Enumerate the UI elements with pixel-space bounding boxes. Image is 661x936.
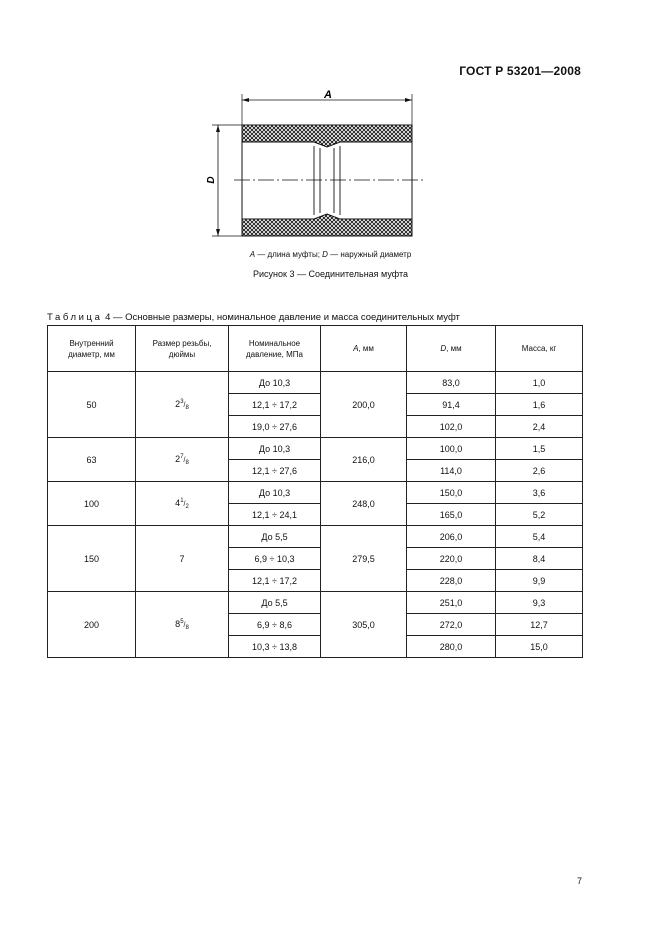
cell-pressure: 6,9 ÷ 10,3 [229, 548, 321, 570]
cell-pressure: 10,3 ÷ 13,8 [229, 636, 321, 658]
cell-outer-diameter: 165,0 [407, 504, 496, 526]
cell-outer-diameter: 91,4 [407, 394, 496, 416]
cell-outer-diameter: 272,0 [407, 614, 496, 636]
cell-mass: 8,4 [496, 548, 583, 570]
cell-mass: 2,4 [496, 416, 583, 438]
cell-length-a: 305,0 [321, 592, 407, 658]
cell-mass: 5,2 [496, 504, 583, 526]
cell-outer-diameter: 150,0 [407, 482, 496, 504]
cell-thread-size: $4^1/_2$ [136, 482, 229, 526]
cell-outer-diameter: 220,0 [407, 548, 496, 570]
table-title-text: 4 — Основные размеры, номинальное давление и масса соединительных муфт [102, 312, 460, 323]
cell-thread-size: $2^7/_8$ [136, 438, 229, 482]
cell-inner-diameter: 150 [48, 526, 136, 592]
cell-length-a: 248,0 [321, 482, 407, 526]
table-row [48, 592, 583, 614]
header-nominal-pressure: Номинальное давление, МПа [229, 326, 321, 372]
cell-mass: 12,7 [496, 614, 583, 636]
legend-d-symbol: D [322, 250, 328, 259]
cell-outer-diameter: 102,0 [407, 416, 496, 438]
cell-inner-diameter: 100 [48, 482, 136, 526]
table-row [48, 372, 583, 394]
cell-mass: 9,9 [496, 570, 583, 592]
cell-outer-diameter: 114,0 [407, 460, 496, 482]
dimension-label-a: A [324, 90, 332, 101]
legend-a-text: — длина муфты; [255, 250, 323, 259]
table-title-label: Таблица [47, 312, 103, 323]
cell-pressure: 12,1 ÷ 24,1 [229, 504, 321, 526]
cell-thread-size: $8^5/_8$ [136, 592, 229, 658]
cell-length-a: 216,0 [321, 438, 407, 482]
cell-pressure: До 10,3 [229, 482, 321, 504]
cell-mass: 1,0 [496, 372, 583, 394]
cell-thread-size: 7 [136, 526, 229, 592]
header-outer-diameter-d: D, мм [407, 326, 496, 372]
standard-designation: ГОСТ Р 53201—2008 [459, 64, 581, 78]
table-row [48, 526, 583, 548]
header-inner-diameter: Внутренний диаметр, мм [48, 326, 136, 372]
cell-length-a: 200,0 [321, 372, 407, 438]
cell-mass: 9,3 [496, 592, 583, 614]
coupling-drawing [200, 90, 440, 250]
figure-legend [0, 250, 661, 259]
cell-pressure: До 5,5 [229, 592, 321, 614]
page-number: 7 [577, 876, 583, 886]
cell-mass: 2,6 [496, 460, 583, 482]
coupling-dimensions-table [47, 325, 583, 658]
table-body [48, 372, 583, 658]
table-title [47, 312, 460, 323]
table-header-row [48, 326, 583, 372]
cell-pressure: 19,0 ÷ 27,6 [229, 416, 321, 438]
table-row [48, 482, 583, 504]
figure-caption: Рисунок 3 — Соединительная муфта [253, 269, 408, 279]
cell-pressure: 12,1 ÷ 17,2 [229, 570, 321, 592]
cell-inner-diameter: 200 [48, 592, 136, 658]
cell-pressure: До 10,3 [229, 372, 321, 394]
legend-a-symbol: A [249, 250, 256, 259]
cell-outer-diameter: 280,0 [407, 636, 496, 658]
cell-pressure: 12,1 ÷ 27,6 [229, 460, 321, 482]
header-mass: Масса, кг [496, 326, 583, 372]
cell-pressure: 12,1 ÷ 17,2 [229, 394, 321, 416]
header-length-a: A, мм [321, 326, 407, 372]
cell-outer-diameter: 100,0 [407, 438, 496, 460]
cell-mass: 1,6 [496, 394, 583, 416]
cell-outer-diameter: 206,0 [407, 526, 496, 548]
cell-outer-diameter: 251,0 [407, 592, 496, 614]
cell-pressure: 6,9 ÷ 8,6 [229, 614, 321, 636]
cell-thread-size: $2^3/_8$ [136, 372, 229, 438]
cell-mass: 15,0 [496, 636, 583, 658]
cell-mass: 5,4 [496, 526, 583, 548]
cell-inner-diameter: 63 [48, 438, 136, 482]
cell-outer-diameter: 83,0 [407, 372, 496, 394]
cell-pressure: До 5,5 [229, 526, 321, 548]
cell-mass: 3,6 [496, 482, 583, 504]
cell-mass: 1,5 [496, 438, 583, 460]
cell-inner-diameter: 50 [48, 372, 136, 438]
cell-pressure: До 10,3 [229, 438, 321, 460]
table-row [48, 438, 583, 460]
cell-length-a: 279,5 [321, 526, 407, 592]
legend-d-text: — наружный диаметр [327, 250, 412, 259]
header-thread-size: Размер резьбы, дюймы [136, 326, 229, 372]
dimension-label-d: D [206, 176, 217, 184]
cell-outer-diameter: 228,0 [407, 570, 496, 592]
